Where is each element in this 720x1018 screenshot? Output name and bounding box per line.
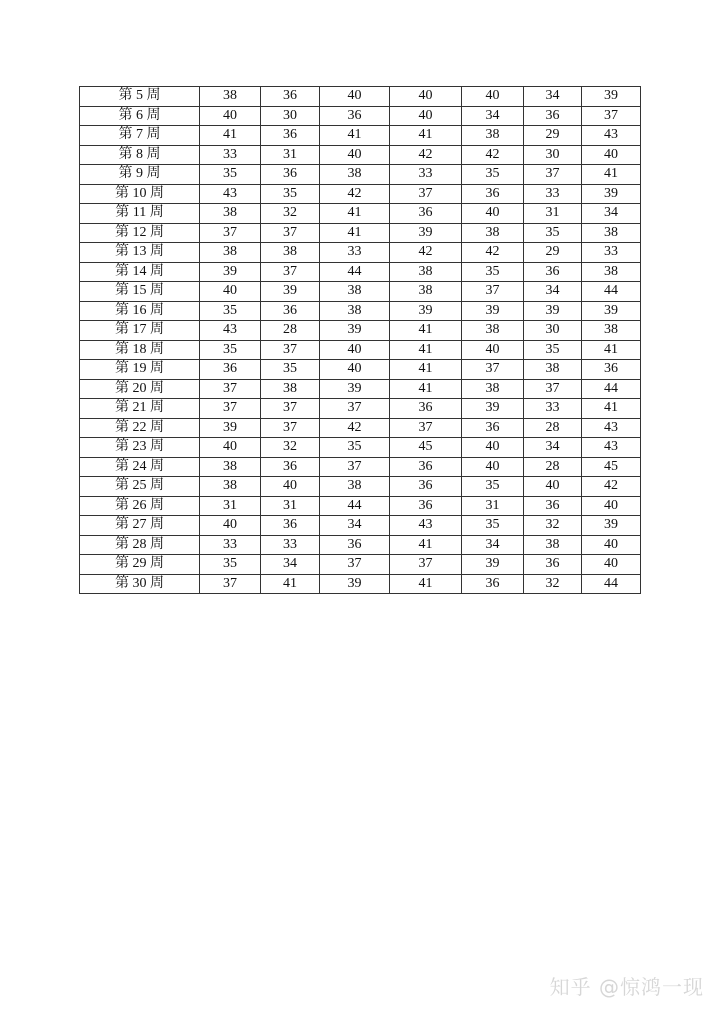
table-cell: 33	[261, 535, 320, 555]
table-cell: 41	[390, 321, 462, 341]
row-label: 第 13 周	[80, 243, 200, 263]
row-label: 第 21 周	[80, 399, 200, 419]
table-cell: 40	[200, 438, 261, 458]
table-cell: 37	[320, 457, 390, 477]
table-row	[80, 399, 641, 419]
table-cell: 43	[390, 516, 462, 536]
table-cell: 33	[200, 535, 261, 555]
table-cell: 31	[524, 204, 582, 224]
table-cell: 44	[582, 379, 641, 399]
table-cell: 38	[462, 321, 524, 341]
table-cell: 37	[582, 106, 641, 126]
table-cell: 28	[524, 457, 582, 477]
table-cell: 44	[582, 282, 641, 302]
table-row	[80, 106, 641, 126]
table-cell: 36	[320, 535, 390, 555]
table-cell: 34	[261, 555, 320, 575]
table-cell: 34	[524, 438, 582, 458]
table-row	[80, 87, 641, 107]
table-cell: 44	[320, 262, 390, 282]
table-cell: 39	[582, 516, 641, 536]
row-label: 第 25 周	[80, 477, 200, 497]
table-cell: 36	[524, 555, 582, 575]
table-cell: 41	[320, 223, 390, 243]
table-cell: 41	[261, 574, 320, 594]
table-cell: 35	[462, 262, 524, 282]
table-cell: 39	[261, 282, 320, 302]
row-label: 第 5 周	[80, 87, 200, 107]
table-row	[80, 282, 641, 302]
table-row	[80, 321, 641, 341]
table-cell: 37	[524, 379, 582, 399]
table-cell: 37	[200, 223, 261, 243]
table-row	[80, 418, 641, 438]
table-cell: 29	[524, 126, 582, 146]
row-label: 第 29 周	[80, 555, 200, 575]
table-cell: 42	[582, 477, 641, 497]
table-row	[80, 574, 641, 594]
row-label: 第 22 周	[80, 418, 200, 438]
table-cell: 36	[320, 106, 390, 126]
table-row	[80, 223, 641, 243]
table-cell: 41	[200, 126, 261, 146]
table-cell: 34	[524, 87, 582, 107]
table-cell: 38	[200, 204, 261, 224]
table-cell: 37	[261, 418, 320, 438]
table-cell: 35	[261, 360, 320, 380]
table-cell: 40	[582, 496, 641, 516]
weekly-data-table	[79, 86, 641, 594]
row-label: 第 15 周	[80, 282, 200, 302]
table-row	[80, 243, 641, 263]
table-cell: 42	[320, 418, 390, 438]
table-cell: 40	[200, 282, 261, 302]
table-cell: 36	[200, 360, 261, 380]
table-cell: 36	[261, 165, 320, 185]
table-cell: 33	[320, 243, 390, 263]
table-cell: 36	[390, 477, 462, 497]
table-cell: 37	[320, 555, 390, 575]
table-cell: 42	[390, 243, 462, 263]
table-cell: 40	[200, 516, 261, 536]
row-label: 第 10 周	[80, 184, 200, 204]
table-cell: 33	[390, 165, 462, 185]
table-cell: 36	[390, 496, 462, 516]
table-cell: 34	[462, 106, 524, 126]
table-cell: 38	[320, 301, 390, 321]
table-cell: 40	[320, 360, 390, 380]
table-cell: 36	[462, 574, 524, 594]
table-cell: 38	[582, 262, 641, 282]
table-cell: 43	[582, 418, 641, 438]
table-row	[80, 477, 641, 497]
table-cell: 36	[390, 399, 462, 419]
table-cell: 31	[261, 145, 320, 165]
table-cell: 36	[524, 106, 582, 126]
table-cell: 36	[390, 457, 462, 477]
watermark-text: 知乎 @惊鸿一现	[549, 975, 704, 999]
table-cell: 41	[390, 379, 462, 399]
table-cell: 35	[462, 477, 524, 497]
table-cell: 39	[320, 574, 390, 594]
table-cell: 41	[390, 360, 462, 380]
table-row	[80, 457, 641, 477]
table-cell: 41	[320, 126, 390, 146]
table-cell: 43	[200, 184, 261, 204]
table-cell: 40	[582, 555, 641, 575]
table-cell: 41	[582, 399, 641, 419]
table-row	[80, 165, 641, 185]
table-cell: 35	[462, 165, 524, 185]
table-cell: 37	[261, 262, 320, 282]
table-cell: 31	[462, 496, 524, 516]
table-cell: 40	[320, 87, 390, 107]
table-cell: 37	[200, 574, 261, 594]
table-cell: 34	[320, 516, 390, 536]
table-cell: 36	[524, 262, 582, 282]
table-body	[80, 87, 641, 594]
row-label: 第 18 周	[80, 340, 200, 360]
table-cell: 35	[462, 516, 524, 536]
table-cell: 37	[261, 340, 320, 360]
table-cell: 38	[462, 379, 524, 399]
table-cell: 39	[462, 555, 524, 575]
row-label: 第 7 周	[80, 126, 200, 146]
table-cell: 38	[320, 165, 390, 185]
table-cell: 38	[524, 535, 582, 555]
table-cell: 38	[390, 282, 462, 302]
table-cell: 41	[390, 126, 462, 146]
table-cell: 41	[390, 340, 462, 360]
table-cell: 32	[261, 204, 320, 224]
table-cell: 28	[524, 418, 582, 438]
table-cell: 38	[200, 243, 261, 263]
table-cell: 35	[200, 301, 261, 321]
table-cell: 38	[390, 262, 462, 282]
table-cell: 42	[462, 145, 524, 165]
table-cell: 29	[524, 243, 582, 263]
table-cell: 43	[200, 321, 261, 341]
table-cell: 39	[320, 379, 390, 399]
table-row	[80, 379, 641, 399]
table-cell: 42	[320, 184, 390, 204]
table-row	[80, 555, 641, 575]
row-label: 第 27 周	[80, 516, 200, 536]
table-row	[80, 262, 641, 282]
table-cell: 44	[320, 496, 390, 516]
table-cell: 40	[390, 87, 462, 107]
table-row	[80, 535, 641, 555]
table-cell: 30	[524, 145, 582, 165]
table-cell: 38	[320, 477, 390, 497]
table-cell: 43	[582, 126, 641, 146]
row-label: 第 28 周	[80, 535, 200, 555]
table-cell: 39	[390, 301, 462, 321]
table-cell: 35	[261, 184, 320, 204]
table-cell: 42	[390, 145, 462, 165]
table-cell: 35	[320, 438, 390, 458]
table-cell: 36	[462, 418, 524, 438]
table-row	[80, 340, 641, 360]
table-cell: 38	[320, 282, 390, 302]
table-cell: 33	[524, 184, 582, 204]
table-cell: 33	[524, 399, 582, 419]
table-cell: 33	[582, 243, 641, 263]
table-cell: 41	[582, 340, 641, 360]
table-row	[80, 184, 641, 204]
table-cell: 37	[261, 223, 320, 243]
table-cell: 34	[462, 535, 524, 555]
table-cell: 36	[261, 516, 320, 536]
table-cell: 39	[390, 223, 462, 243]
table-cell: 36	[261, 301, 320, 321]
row-label: 第 30 周	[80, 574, 200, 594]
table-row	[80, 204, 641, 224]
table-cell: 36	[462, 184, 524, 204]
table-cell: 43	[582, 438, 641, 458]
table-cell: 39	[200, 262, 261, 282]
table-cell: 40	[200, 106, 261, 126]
table-cell: 36	[582, 360, 641, 380]
table-cell: 39	[582, 87, 641, 107]
table-cell: 36	[390, 204, 462, 224]
table-cell: 38	[200, 477, 261, 497]
table-cell: 40	[582, 145, 641, 165]
table-cell: 39	[462, 399, 524, 419]
table-cell: 40	[582, 535, 641, 555]
table-cell: 39	[524, 301, 582, 321]
row-label: 第 23 周	[80, 438, 200, 458]
table-cell: 41	[582, 165, 641, 185]
table-cell: 30	[261, 106, 320, 126]
table-cell: 39	[582, 301, 641, 321]
row-label: 第 11 周	[80, 204, 200, 224]
table-cell: 31	[261, 496, 320, 516]
table-cell: 32	[524, 574, 582, 594]
table-cell: 32	[261, 438, 320, 458]
table-cell: 38	[462, 126, 524, 146]
table-cell: 33	[200, 145, 261, 165]
row-label: 第 16 周	[80, 301, 200, 321]
table-cell: 38	[462, 223, 524, 243]
table-cell: 36	[261, 457, 320, 477]
table-cell: 36	[524, 496, 582, 516]
table-cell: 32	[524, 516, 582, 536]
table-cell: 39	[320, 321, 390, 341]
table-cell: 35	[200, 555, 261, 575]
row-label: 第 12 周	[80, 223, 200, 243]
table-cell: 41	[320, 204, 390, 224]
table-cell: 42	[462, 243, 524, 263]
table-cell: 38	[200, 457, 261, 477]
table-cell: 37	[200, 399, 261, 419]
table-cell: 35	[524, 223, 582, 243]
table-row	[80, 145, 641, 165]
table-cell: 40	[462, 438, 524, 458]
table-cell: 37	[320, 399, 390, 419]
table-cell: 45	[390, 438, 462, 458]
table-cell: 41	[390, 535, 462, 555]
table-cell: 39	[462, 301, 524, 321]
table-cell: 38	[261, 243, 320, 263]
table-cell: 40	[390, 106, 462, 126]
row-label: 第 8 周	[80, 145, 200, 165]
table-cell: 38	[582, 223, 641, 243]
table-cell: 40	[462, 457, 524, 477]
table-row	[80, 516, 641, 536]
table-cell: 28	[261, 321, 320, 341]
table-cell: 38	[524, 360, 582, 380]
row-label: 第 9 周	[80, 165, 200, 185]
table-cell: 44	[582, 574, 641, 594]
table-cell: 40	[462, 204, 524, 224]
table-cell: 40	[462, 87, 524, 107]
table-cell: 39	[200, 418, 261, 438]
table-cell: 34	[524, 282, 582, 302]
row-label: 第 20 周	[80, 379, 200, 399]
table-row	[80, 126, 641, 146]
row-label: 第 6 周	[80, 106, 200, 126]
table-row	[80, 360, 641, 380]
table-cell: 40	[261, 477, 320, 497]
table-cell: 40	[320, 340, 390, 360]
table-row	[80, 301, 641, 321]
table-cell: 30	[524, 321, 582, 341]
table-cell: 35	[200, 165, 261, 185]
row-label: 第 19 周	[80, 360, 200, 380]
table-cell: 40	[462, 340, 524, 360]
table-row	[80, 496, 641, 516]
table-cell: 37	[524, 165, 582, 185]
table-cell: 41	[390, 574, 462, 594]
row-label: 第 24 周	[80, 457, 200, 477]
table-row	[80, 438, 641, 458]
table-cell: 37	[462, 282, 524, 302]
table-cell: 36	[261, 87, 320, 107]
table-cell: 38	[261, 379, 320, 399]
table-cell: 37	[261, 399, 320, 419]
row-label: 第 17 周	[80, 321, 200, 341]
table-cell: 37	[390, 555, 462, 575]
table-cell: 34	[582, 204, 641, 224]
table-cell: 37	[200, 379, 261, 399]
table-cell: 40	[320, 145, 390, 165]
table-cell: 38	[200, 87, 261, 107]
table-cell: 35	[524, 340, 582, 360]
table-cell: 40	[524, 477, 582, 497]
table-cell: 39	[582, 184, 641, 204]
table-cell: 36	[261, 126, 320, 146]
row-label: 第 26 周	[80, 496, 200, 516]
table-cell: 38	[582, 321, 641, 341]
table-cell: 37	[390, 418, 462, 438]
table-cell: 37	[462, 360, 524, 380]
table-cell: 37	[390, 184, 462, 204]
table-cell: 31	[200, 496, 261, 516]
table-cell: 35	[200, 340, 261, 360]
table-cell: 45	[582, 457, 641, 477]
row-label: 第 14 周	[80, 262, 200, 282]
